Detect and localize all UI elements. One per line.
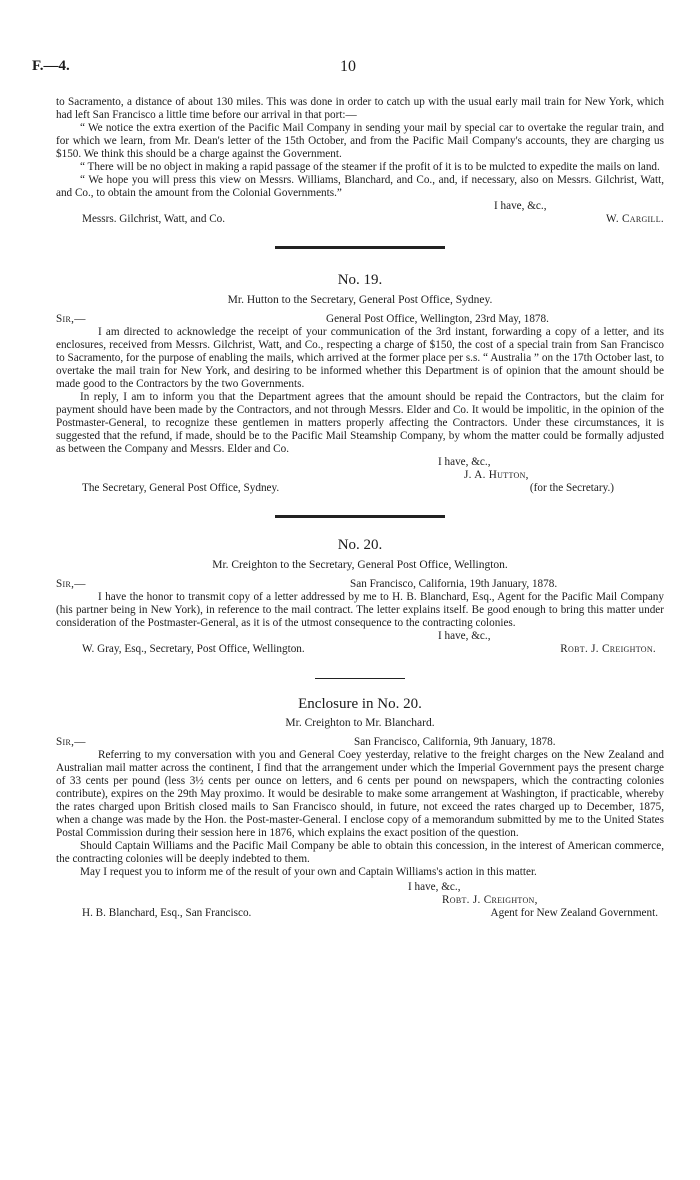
signature-note: Agent for New Zealand Government. <box>490 907 658 919</box>
document-code: F.—4. <box>32 58 70 74</box>
salutation: Sir,— <box>56 578 86 590</box>
closing: I have, &c., <box>494 200 547 212</box>
closing: I have, &c., <box>438 630 491 642</box>
page-content <box>56 96 664 920</box>
closing: I have, &c., <box>438 456 491 468</box>
quoted-paragraph: “ There will be no object in making a rapid passage of the steamer if the profit of it is to be mulcted to expedite the mails on land. <box>80 161 660 173</box>
letter-subheading: Mr. Hutton to the Secretary, General Post Office, Sydney. <box>227 294 493 306</box>
signature: W. Cargill. <box>605 213 664 225</box>
signature: J. A. Hutton, <box>464 469 529 481</box>
letter-no-19 <box>56 271 664 495</box>
section-divider <box>275 515 445 518</box>
previous-letter <box>56 96 664 226</box>
running-header <box>32 60 664 82</box>
letter-heading: No. 19. <box>337 272 383 288</box>
enclosure-no-20 <box>56 695 664 920</box>
quoted-paragraph: “ We hope you will press this view on Messrs. Williams, Blanchard, and Co., and, if necessary, also on Messrs. Gilchrist, Watt, and Co., to obtain the amount from the Colonial Governments.” <box>56 174 664 199</box>
paragraph: May I request you to inform me of the result of your own and Captain Williams's action in this matter. <box>80 866 537 878</box>
page-number: 10 <box>340 58 356 75</box>
letter-heading: No. 20. <box>337 537 383 553</box>
salutation: Sir,— <box>56 313 86 325</box>
enclosure-heading: Enclosure in No. 20. <box>298 696 422 712</box>
addressee: W. Gray, Esq., Secretary, Post Office, Wellington. <box>82 643 305 655</box>
paragraph: Should Captain Williams and the Pacific Mail Company be able to obtain this concession, in the interest of American commerce, the contracting colonies will be deeply indebted to them. <box>56 840 664 865</box>
addressee: Messrs. Gilchrist, Watt, and Co. <box>82 213 226 225</box>
paragraph: Referring to my conversation with you and General Coey yesterday, relative to the freight charges on the New Zealand and Australian mail matter across the continent, I find that the arrangement under which the Imperial Government pays the present charge of 33 cents per pound (less 3½ cents per ounce on letters, and 6 cents per pound on newspapers, which the contracting colonies contribute), expires on the 29th May proximo. It would be desirable to make some arrangement at Washington, if practicable, whereby the rates charged upon British closed mails to San Francisco should, in future, not exceed the rates charged up to December, 1875, when a change was made by the Hon. the Post-master-General. I enclose copy of a memorandum submitted by me to the United States Postal Commission during their session here in 1876, which explains the exact position of the question. <box>56 749 664 839</box>
salutation: Sir,— <box>56 736 86 748</box>
section-divider <box>275 246 445 249</box>
addressee: The Secretary, General Post Office, Sydney. <box>82 482 280 494</box>
paragraph: I have the honor to transmit copy of a letter addressed by me to H. B. Blanchard, Esq., Agent for the Pacific Mail Company (his partner being in New York), in reference to the mail contract. The letter explains itself. Be good enough to bring this matter under consideration of the Postmaster-General, as it is of the utmost consequence to the contracting colonies. <box>56 591 664 629</box>
letter-subheading: Mr. Creighton to the Secretary, General Post Office, Wellington. <box>212 559 508 571</box>
signature: Robt. J. Creighton. <box>560 643 656 655</box>
dateline: General Post Office, Wellington, 23rd May, 1878. <box>326 313 549 325</box>
enclosure-subheading: Mr. Creighton to Mr. Blanchard. <box>285 717 435 729</box>
dateline: San Francisco, California, 19th January, 1878. <box>350 578 558 590</box>
signature: Robt. J. Creighton, <box>442 894 538 906</box>
paragraph: In reply, I am to inform you that the Department agrees that the amount should be repaid the Contractors, but the claim for payment should have been made by the Contractors, and not through Messrs. Elder and Co. It would be impolitic, in the opinion of the Postmaster-General, to recognize these gentlemen in matters properly affecting the Contractors. Under these circumstances, it is suggested that the refund, if made, should be to the Pacific Mail Steamship Company, by whom the matter could be formally adjusted as between the Company and Messrs. Elder and Co. <box>56 391 664 455</box>
closing: I have, &c., <box>408 881 461 893</box>
addressee: H. B. Blanchard, Esq., San Francisco. <box>82 907 252 919</box>
paragraph: I am directed to acknowledge the receipt of your communication of the 3rd instant, forwarding a copy of a letter, and its enclosures, received from Messrs. Gilchrist, Watt, and Co., respecting a charge of $150, the cost of a special train from San Francisco to Sacramento, for the purpose of enabling the mails, which arrived at the former place per s.s. “ Australia ” on the 17th October last, to overtake the mail train for New York, and desiring to be informed whether this Department is of opinion that the amount should be made good to the Contractors by the two Governments. <box>56 326 664 390</box>
dateline: San Francisco, California, 9th January, 1878. <box>354 736 556 748</box>
section-divider <box>315 678 405 679</box>
quoted-paragraph: “ We notice the extra exertion of the Pacific Mail Company in sending your mail by special car to overtake the regular train, and for which we learn, from Mr. Dean's letter of the 15th October, and from the Pacific Mail Company's accounts, they are charging us $150. We think this should be a charge against the Government. <box>56 122 664 160</box>
signature-note: (for the Secretary.) <box>529 482 614 494</box>
letter-no-20 <box>56 536 664 656</box>
paragraph: to Sacramento, a distance of about 130 miles. This was done in order to catch up with the usual early mail train for New York, which had left San Francisco a little time before our arrival in that port:— <box>56 96 664 121</box>
